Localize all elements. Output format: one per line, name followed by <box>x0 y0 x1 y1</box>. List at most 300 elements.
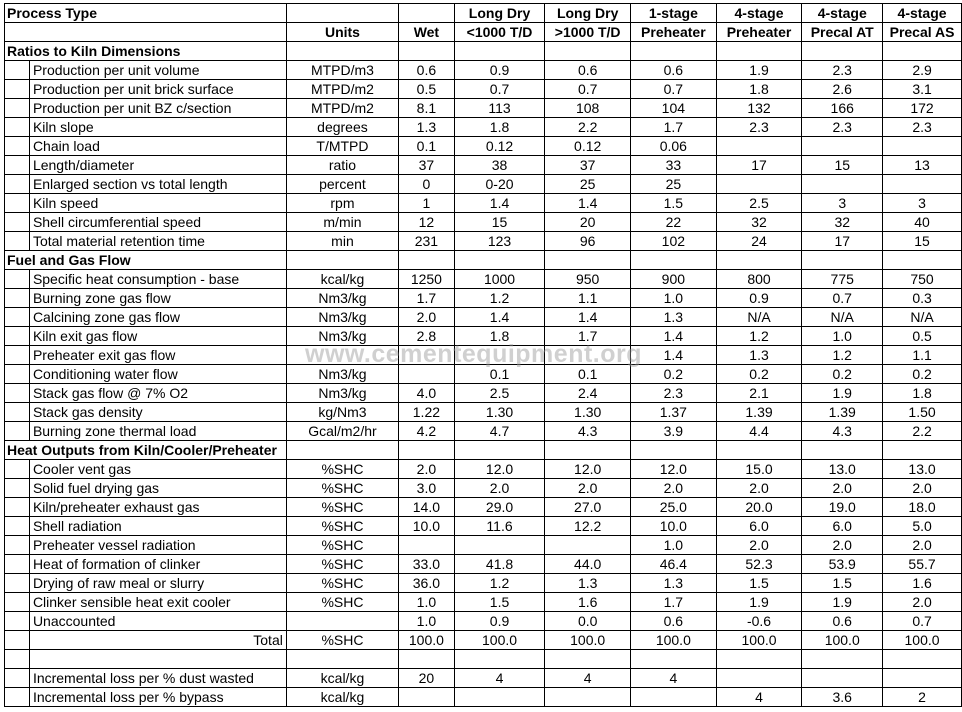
section-header-blank <box>802 441 883 460</box>
row-unit: Nm3/kg <box>286 289 398 308</box>
indent-cell <box>5 688 30 707</box>
row-value: 12 <box>399 213 455 232</box>
row-value: 100.0 <box>454 631 545 650</box>
row-value: 19.0 <box>802 498 883 517</box>
table-row <box>5 232 962 251</box>
total-row <box>5 631 962 650</box>
row-label: Preheater vessel radiation <box>29 536 286 555</box>
row-value: 1.22 <box>399 403 455 422</box>
table-row <box>5 156 962 175</box>
row-unit: %SHC <box>286 536 398 555</box>
section-header-blank <box>883 42 962 61</box>
indent-cell <box>5 574 30 593</box>
table-row <box>5 403 962 422</box>
row-value: 2.3 <box>802 61 883 80</box>
row-value: 0.3 <box>883 289 962 308</box>
row-value: 0.0 <box>545 612 631 631</box>
section-title: Heat Outputs from Kiln/Cooler/Preheater <box>5 441 287 460</box>
row-value: 1.1 <box>883 346 962 365</box>
row-value: 52.3 <box>716 555 802 574</box>
row-value: 1.4 <box>631 327 717 346</box>
row-value: 0.1 <box>399 137 455 156</box>
row-value: 1.30 <box>545 403 631 422</box>
row-value: 4.7 <box>454 422 545 441</box>
row-value <box>454 688 545 707</box>
row-value: 2.3 <box>883 118 962 137</box>
indent-cell <box>5 498 30 517</box>
row-label: Stack gas flow @ 7% O2 <box>29 384 286 403</box>
row-value: 33.0 <box>399 555 455 574</box>
section-header-blank <box>716 441 802 460</box>
row-value: 3 <box>802 194 883 213</box>
row-value: 1.3 <box>399 118 455 137</box>
row-value: 2.0 <box>399 308 455 327</box>
column-header-bottom: Wet <box>399 23 455 42</box>
section-header-row <box>5 42 962 61</box>
row-value <box>545 688 631 707</box>
row-value: 2.8 <box>399 327 455 346</box>
row-value <box>716 137 802 156</box>
table-row <box>5 574 962 593</box>
row-label: Shell circumferential speed <box>29 213 286 232</box>
row-value: 0.5 <box>399 80 455 99</box>
row-value: 1.50 <box>883 403 962 422</box>
row-value: 2.4 <box>545 384 631 403</box>
table-row <box>5 536 962 555</box>
row-unit: MTPD/m2 <box>286 80 398 99</box>
row-value: 6.0 <box>716 517 802 536</box>
row-value: 2.0 <box>399 460 455 479</box>
indent-cell <box>5 384 30 403</box>
table-row <box>5 137 962 156</box>
header-blank <box>5 23 287 42</box>
row-value: 102 <box>631 232 717 251</box>
row-label: Unaccounted <box>29 612 286 631</box>
row-label: Enlarged section vs total length <box>29 175 286 194</box>
row-value: 172 <box>883 99 962 118</box>
row-value: 0 <box>399 175 455 194</box>
row-value: 1.1 <box>545 289 631 308</box>
spacer-cell <box>631 650 717 669</box>
section-header-blank <box>454 251 545 270</box>
column-header-top: Long Dry <box>545 4 631 23</box>
section-header-row <box>5 441 962 460</box>
row-value <box>716 175 802 194</box>
row-value: 15 <box>454 213 545 232</box>
row-value: 36.0 <box>399 574 455 593</box>
section-header-blank <box>802 251 883 270</box>
row-label: Total material retention time <box>29 232 286 251</box>
row-value: 2.1 <box>716 384 802 403</box>
row-label: Clinker sensible heat exit cooler <box>29 593 286 612</box>
row-value: 0.12 <box>454 137 545 156</box>
row-value: 100.0 <box>883 631 962 650</box>
row-value: 2.2 <box>545 118 631 137</box>
row-value: 2.9 <box>883 61 962 80</box>
table-row <box>5 61 962 80</box>
table-row <box>5 213 962 232</box>
row-unit: %SHC <box>286 460 398 479</box>
row-value: 38 <box>454 156 545 175</box>
row-value: 12.0 <box>454 460 545 479</box>
row-value: 0.1 <box>454 365 545 384</box>
row-value: 12.2 <box>545 517 631 536</box>
row-value: 1.0 <box>631 536 717 555</box>
row-value: 3.6 <box>802 688 883 707</box>
row-value: N/A <box>716 308 802 327</box>
row-unit: Nm3/kg <box>286 384 398 403</box>
row-value: -0.6 <box>716 612 802 631</box>
row-value <box>545 536 631 555</box>
row-value <box>399 688 455 707</box>
row-unit: T/MTPD <box>286 137 398 156</box>
section-header-row <box>5 251 962 270</box>
row-value: 0.9 <box>716 289 802 308</box>
row-unit: Nm3/kg <box>286 365 398 384</box>
row-value <box>883 137 962 156</box>
spacer-cell <box>5 650 30 669</box>
row-value: 13 <box>883 156 962 175</box>
row-unit: rpm <box>286 194 398 213</box>
indent-cell <box>5 403 30 422</box>
row-value: 44.0 <box>545 555 631 574</box>
table-row <box>5 327 962 346</box>
row-value: 1.37 <box>631 403 717 422</box>
row-value: 11.6 <box>454 517 545 536</box>
spacer-cell <box>545 650 631 669</box>
row-value <box>399 346 455 365</box>
row-value: 33 <box>631 156 717 175</box>
row-value: 950 <box>545 270 631 289</box>
indent-cell <box>5 327 30 346</box>
row-value <box>716 669 802 688</box>
row-value: 2.3 <box>802 118 883 137</box>
row-value: 800 <box>716 270 802 289</box>
table-row <box>5 593 962 612</box>
row-value: 15 <box>883 232 962 251</box>
row-value: 46.4 <box>631 555 717 574</box>
indent-cell <box>5 156 30 175</box>
row-unit: %SHC <box>286 555 398 574</box>
row-label: Kiln exit gas flow <box>29 327 286 346</box>
row-value: 29.0 <box>454 498 545 517</box>
row-value <box>802 669 883 688</box>
row-value: 2.0 <box>883 536 962 555</box>
column-header-bottom: Precal AT <box>802 23 883 42</box>
row-unit: %SHC <box>286 593 398 612</box>
row-value: 108 <box>545 99 631 118</box>
row-value: 900 <box>631 270 717 289</box>
row-unit: Gcal/m2/hr <box>286 422 398 441</box>
indent-cell <box>5 194 30 213</box>
row-value: 1.5 <box>802 574 883 593</box>
row-value: 100.0 <box>631 631 717 650</box>
row-value: 12.0 <box>631 460 717 479</box>
row-value: 1.0 <box>399 593 455 612</box>
row-value: N/A <box>883 308 962 327</box>
row-value: 32 <box>716 213 802 232</box>
row-value: 1.2 <box>454 574 545 593</box>
row-label: Incremental loss per % bypass <box>29 688 286 707</box>
row-unit <box>286 346 398 365</box>
row-value: 100.0 <box>399 631 455 650</box>
row-value: 1.39 <box>716 403 802 422</box>
row-label: Stack gas density <box>29 403 286 422</box>
row-value: 1.4 <box>631 346 717 365</box>
row-value: 0.2 <box>716 365 802 384</box>
row-unit: MTPD/m2 <box>286 99 398 118</box>
indent-cell <box>5 555 30 574</box>
row-value: 22 <box>631 213 717 232</box>
row-value: 3.9 <box>631 422 717 441</box>
row-value: 231 <box>399 232 455 251</box>
row-value: 1.4 <box>545 308 631 327</box>
row-value: 1.5 <box>454 593 545 612</box>
row-label: Chain load <box>29 137 286 156</box>
row-value: 0.06 <box>631 137 717 156</box>
section-header-blank <box>631 441 717 460</box>
row-value <box>631 688 717 707</box>
row-unit: %SHC <box>286 517 398 536</box>
section-header-blank <box>286 42 398 61</box>
row-value: 1.6 <box>883 574 962 593</box>
row-value: 1.3 <box>716 346 802 365</box>
row-value: 2.5 <box>716 194 802 213</box>
row-label: Cooler vent gas <box>29 460 286 479</box>
row-value: 104 <box>631 99 717 118</box>
row-value: 1.0 <box>802 327 883 346</box>
row-value: 0.12 <box>545 137 631 156</box>
table-row <box>5 460 962 479</box>
row-unit: min <box>286 232 398 251</box>
row-value: 0.6 <box>802 612 883 631</box>
row-value: 1.5 <box>631 194 717 213</box>
row-value: 2.2 <box>883 422 962 441</box>
row-unit: %SHC <box>286 631 398 650</box>
column-header-top: 1-stage <box>631 4 717 23</box>
indent-cell <box>5 669 30 688</box>
row-value <box>883 669 962 688</box>
incremental-row <box>5 688 962 707</box>
row-value <box>399 536 455 555</box>
row-value: 2.0 <box>716 536 802 555</box>
row-value: 2.0 <box>883 479 962 498</box>
row-value: 41.8 <box>454 555 545 574</box>
table-row <box>5 422 962 441</box>
section-header-blank <box>286 251 398 270</box>
row-label: Shell radiation <box>29 517 286 536</box>
column-header-bottom: <1000 T/D <box>454 23 545 42</box>
row-unit: ratio <box>286 156 398 175</box>
table-row <box>5 99 962 118</box>
column-header-top: 4-stage <box>716 4 802 23</box>
column-header-bottom: Preheater <box>716 23 802 42</box>
row-label: Calcining zone gas flow <box>29 308 286 327</box>
row-value: 37 <box>545 156 631 175</box>
row-value: 4.3 <box>545 422 631 441</box>
column-header-bottom: Preheater <box>631 23 717 42</box>
row-value: 25 <box>545 175 631 194</box>
indent-cell <box>5 536 30 555</box>
indent-cell <box>5 213 30 232</box>
row-value: 2.0 <box>802 479 883 498</box>
row-value: 0.9 <box>454 612 545 631</box>
row-value: 25.0 <box>631 498 717 517</box>
row-value: 0.6 <box>631 61 717 80</box>
process-data-table <box>4 3 962 707</box>
row-value <box>399 365 455 384</box>
row-value: 123 <box>454 232 545 251</box>
row-unit: kg/Nm3 <box>286 403 398 422</box>
row-value: 55.7 <box>883 555 962 574</box>
table-row <box>5 346 962 365</box>
indent-cell <box>5 422 30 441</box>
section-header-blank <box>716 42 802 61</box>
row-value: 20 <box>545 213 631 232</box>
row-value: 100.0 <box>545 631 631 650</box>
section-header-blank <box>399 441 455 460</box>
row-value: 1.2 <box>802 346 883 365</box>
indent-cell <box>5 289 30 308</box>
indent-cell <box>5 61 30 80</box>
section-header-blank <box>883 251 962 270</box>
section-header-blank <box>802 42 883 61</box>
row-value: 1.0 <box>399 612 455 631</box>
row-value: 4.4 <box>716 422 802 441</box>
row-unit: %SHC <box>286 498 398 517</box>
row-value: 2.5 <box>454 384 545 403</box>
row-value: 0.7 <box>545 80 631 99</box>
row-label: Solid fuel drying gas <box>29 479 286 498</box>
table-row <box>5 289 962 308</box>
row-value: 17 <box>716 156 802 175</box>
units-header: Units <box>286 23 398 42</box>
row-value: 0.9 <box>454 61 545 80</box>
header-row-top <box>5 4 962 23</box>
row-value: 1.8 <box>883 384 962 403</box>
section-header-blank <box>631 251 717 270</box>
indent-cell <box>5 118 30 137</box>
section-header-blank <box>454 42 545 61</box>
row-value: 4.0 <box>399 384 455 403</box>
section-header-blank <box>454 441 545 460</box>
row-value <box>802 137 883 156</box>
row-value: 1.7 <box>631 118 717 137</box>
indent-cell <box>5 175 30 194</box>
row-value: 2.0 <box>631 479 717 498</box>
column-header-top: Long Dry <box>454 4 545 23</box>
row-value <box>545 346 631 365</box>
section-header-blank <box>286 441 398 460</box>
section-header-blank <box>716 251 802 270</box>
row-unit: %SHC <box>286 479 398 498</box>
spacer-cell <box>802 650 883 669</box>
row-value: 1.30 <box>454 403 545 422</box>
row-value: 2.3 <box>631 384 717 403</box>
indent-cell <box>5 308 30 327</box>
table-row <box>5 498 962 517</box>
row-value: 15.0 <box>716 460 802 479</box>
row-unit: MTPD/m3 <box>286 61 398 80</box>
row-value: 1 <box>399 194 455 213</box>
row-value: 1.0 <box>631 289 717 308</box>
table-row <box>5 80 962 99</box>
row-unit: kcal/kg <box>286 688 398 707</box>
indent-cell <box>5 346 30 365</box>
row-value: 0.7 <box>631 80 717 99</box>
row-value: 2.0 <box>545 479 631 498</box>
table-row <box>5 194 962 213</box>
row-unit: kcal/kg <box>286 270 398 289</box>
row-value: 100.0 <box>716 631 802 650</box>
row-unit: percent <box>286 175 398 194</box>
row-value: 1.3 <box>545 574 631 593</box>
column-header-bottom: >1000 T/D <box>545 23 631 42</box>
row-label: Burning zone gas flow <box>29 289 286 308</box>
row-value <box>802 175 883 194</box>
table-row <box>5 384 962 403</box>
row-value: 1.4 <box>545 194 631 213</box>
table-row <box>5 555 962 574</box>
row-value: 0.7 <box>802 289 883 308</box>
row-label: Production per unit volume <box>29 61 286 80</box>
row-value: 24 <box>716 232 802 251</box>
row-value: 1.9 <box>716 593 802 612</box>
row-value <box>883 175 962 194</box>
row-label: Drying of raw meal or slurry <box>29 574 286 593</box>
table-row <box>5 270 962 289</box>
table-row <box>5 175 962 194</box>
row-value: 13.0 <box>802 460 883 479</box>
row-value: 100.0 <box>802 631 883 650</box>
indent-cell <box>5 612 30 631</box>
row-value: 1.7 <box>631 593 717 612</box>
row-value: 0.2 <box>802 365 883 384</box>
row-unit: %SHC <box>286 574 398 593</box>
row-value: 166 <box>802 99 883 118</box>
row-value: 1.9 <box>802 384 883 403</box>
column-header-top: 4-stage <box>802 4 883 23</box>
row-value: 0-20 <box>454 175 545 194</box>
row-value: 4.2 <box>399 422 455 441</box>
row-value: 27.0 <box>545 498 631 517</box>
column-header-top <box>399 4 455 23</box>
row-value: 96 <box>545 232 631 251</box>
row-value: 0.6 <box>545 61 631 80</box>
spacer-cell <box>399 650 455 669</box>
section-header-blank <box>545 42 631 61</box>
row-label: Kiln/preheater exhaust gas <box>29 498 286 517</box>
row-value: N/A <box>802 308 883 327</box>
row-unit: degrees <box>286 118 398 137</box>
row-label: Length/diameter <box>29 156 286 175</box>
row-label: Total <box>29 631 286 650</box>
table-row <box>5 517 962 536</box>
row-value: 2.0 <box>883 593 962 612</box>
section-title: Ratios to Kiln Dimensions <box>5 42 287 61</box>
row-value: 1.8 <box>454 118 545 137</box>
indent-cell <box>5 270 30 289</box>
process-type-header: Process Type <box>5 4 287 23</box>
row-value: 2 <box>883 688 962 707</box>
indent-cell <box>5 232 30 251</box>
row-value: 3.1 <box>883 80 962 99</box>
section-header-blank <box>545 441 631 460</box>
row-value: 1.7 <box>399 289 455 308</box>
row-value: 6.0 <box>802 517 883 536</box>
spacer-cell <box>716 650 802 669</box>
row-value: 12.0 <box>545 460 631 479</box>
